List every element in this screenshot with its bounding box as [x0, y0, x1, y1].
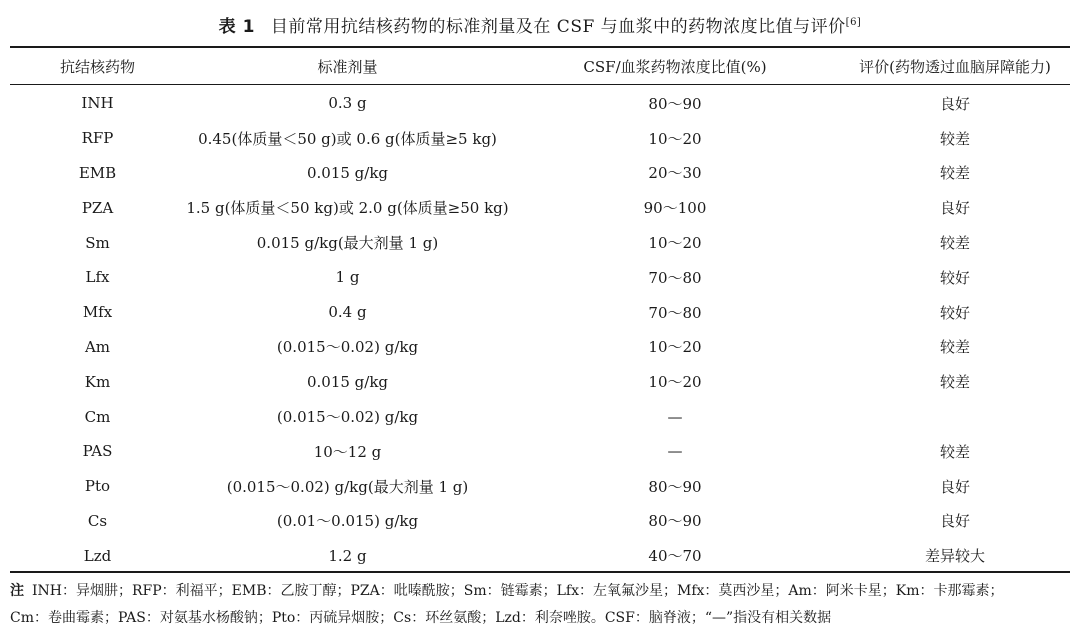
header-dose: 标准剂量 — [317, 57, 378, 76]
cell-drug: Lzd — [83, 546, 112, 565]
cell-drug: Mfx — [82, 303, 113, 322]
cell-dose: 0.4 g — [328, 303, 367, 322]
table-row — [10, 399, 1070, 434]
header-ratio: CSF/血浆药物浓度比值(%) — [583, 57, 767, 76]
cell-drug: PZA — [81, 198, 114, 217]
cell-evaluation: 较差 — [939, 442, 970, 461]
cell-drug: INH — [81, 94, 114, 113]
table-row — [10, 330, 1070, 365]
table-header-rule — [10, 84, 1070, 85]
cell-drug: Sm — [85, 233, 110, 252]
cell-dose: (0.015～0.02) g/kg(最大剂量 1 g) — [226, 477, 469, 496]
table-row — [10, 434, 1070, 469]
cell-evaluation: 较好 — [939, 268, 970, 287]
cell-ratio: 80～90 — [648, 477, 702, 496]
cell-evaluation: 较差 — [939, 234, 970, 253]
cell-dose: (0.01～0.015) g/kg — [276, 512, 419, 531]
notes-line-2: Cm：卷曲霉素；PAS：对氨基水杨酸钠；Pto：丙硫异烟胺；Cs：环丝氨酸；Lzd：利奈唑胺。CSF：脑脊液；“—”指没有相关数据 — [10, 610, 832, 626]
cell-drug: Am — [84, 337, 111, 356]
cell-ratio: 10～20 — [648, 338, 702, 357]
cell-ratio: 70～80 — [648, 268, 702, 287]
table-caption — [0, 12, 1080, 37]
cell-evaluation: 良好 — [939, 94, 970, 113]
table-row — [10, 295, 1070, 330]
cell-evaluation: 较好 — [939, 303, 970, 322]
cell-dose: 0.3 g — [328, 94, 367, 113]
cell-dose: 1 g — [335, 268, 360, 287]
table-body — [10, 86, 1070, 573]
cell-ratio: 80～90 — [648, 94, 702, 113]
header-evaluation: 评价(药物透过血脑屏障能力) — [859, 57, 1051, 76]
table-row — [10, 86, 1070, 121]
cell-ratio: — — [667, 407, 683, 426]
table-row — [10, 469, 1070, 504]
cell-dose: (0.015～0.02) g/kg — [276, 338, 419, 357]
cell-ratio: — — [667, 442, 683, 461]
table-row — [10, 156, 1070, 191]
table-row — [10, 260, 1070, 295]
table-row — [10, 190, 1070, 225]
cell-ratio: 10～20 — [648, 129, 702, 148]
cell-evaluation: 较差 — [939, 338, 970, 357]
cell-dose: 0.015 g/kg — [306, 163, 389, 182]
cell-ratio: 20～30 — [648, 164, 702, 183]
table-row — [10, 225, 1070, 260]
cell-dose: 0.015 g/kg — [306, 372, 389, 391]
cell-drug: EMB — [78, 163, 117, 182]
cell-evaluation: 较差 — [939, 373, 970, 392]
cell-drug: Cs — [87, 511, 108, 530]
cell-drug: PAS — [82, 442, 113, 461]
table-row — [10, 121, 1070, 156]
cell-evaluation: 良好 — [939, 477, 970, 496]
cell-drug: Lfx — [85, 268, 110, 287]
cell-ratio: 10～20 — [648, 373, 702, 392]
table-notes — [10, 578, 1070, 632]
table-header-row — [10, 48, 1070, 84]
cell-dose: (0.015～0.02) g/kg — [276, 408, 419, 427]
table-row — [10, 504, 1070, 539]
cell-ratio: 70～80 — [648, 303, 702, 322]
cell-ratio: 80～90 — [648, 512, 702, 531]
notes-label: 注 — [10, 583, 24, 599]
cell-drug: RFP — [81, 129, 114, 148]
cell-dose: 1.5 g(体质量＜50 kg)或 2.0 g(体质量≥50 kg) — [186, 199, 509, 218]
cell-drug: Cm — [84, 407, 111, 426]
header-drug: 抗结核药物 — [59, 57, 135, 76]
table-row — [10, 364, 1070, 399]
table-row — [10, 538, 1070, 573]
table-bottom-rule — [10, 571, 1070, 573]
cell-dose: 0.45(体质量＜50 g)或 0.6 g(体质量≥5 kg) — [198, 129, 497, 148]
table-title: 目前常用抗结核药物的标准剂量及在 CSF 与血浆中的药物浓度比值与评价 — [270, 17, 846, 37]
cell-evaluation: 差异较大 — [924, 547, 985, 566]
cell-evaluation: 较差 — [939, 129, 970, 148]
cell-ratio: 10～20 — [648, 234, 702, 253]
cell-dose: 0.015 g/kg(最大剂量 1 g) — [256, 234, 439, 253]
cell-evaluation: 良好 — [939, 512, 970, 531]
cell-dose: 1.2 g — [328, 546, 367, 565]
cell-drug: Pto — [84, 477, 111, 496]
table-number: 表 1 — [218, 17, 255, 37]
reference-marker: [6] — [845, 17, 862, 28]
cell-ratio: 90～100 — [643, 199, 707, 218]
cell-evaluation: 良好 — [939, 199, 970, 218]
cell-drug: Km — [84, 372, 111, 391]
cell-evaluation: 较差 — [939, 164, 970, 183]
cell-ratio: 40～70 — [648, 547, 702, 566]
notes-text-1: INH：异烟肼；RFP：利福平；EMB：乙胺丁醇；PZA：吡嗪酰胺；Sm：链霉素；Lfx：左氧氟沙星；Mfx：莫西沙星；Am：阿米卡星；Km：卡那霉素； — [32, 583, 1004, 599]
notes-line-1 — [10, 578, 1070, 605]
cell-dose: 10～12 g — [313, 442, 382, 461]
